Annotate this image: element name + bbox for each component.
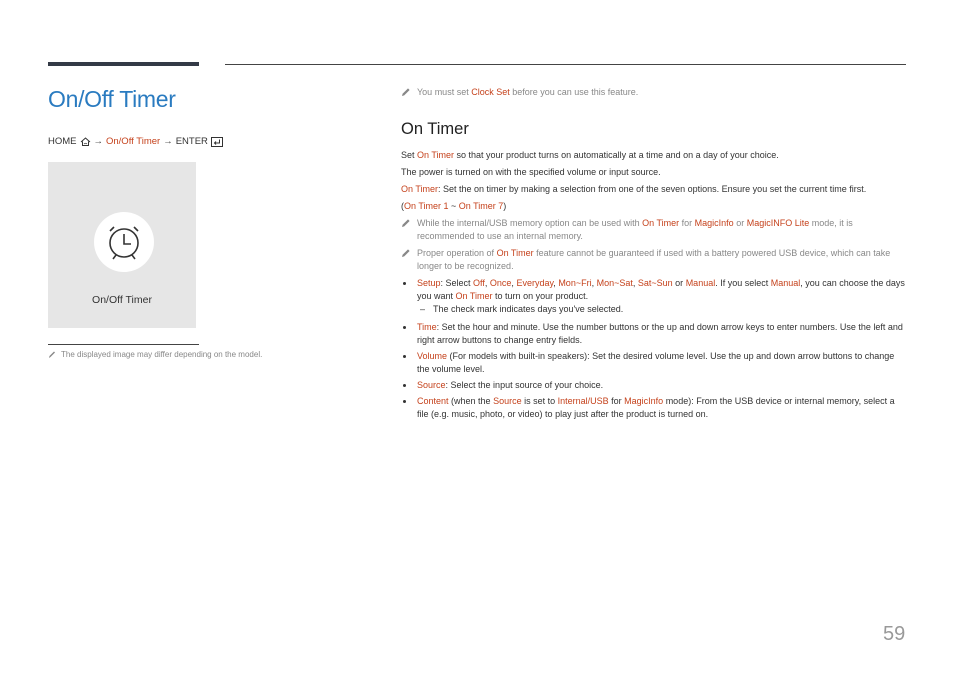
note: Proper operation of On Timer feature cannot be guaranteed if used with a battery powered USB device, which can take longer to be recognized. [401,247,906,273]
paragraph: The power is turned on with the specified volume or input source. [401,167,661,177]
note: While the internal/USB memory option can be used with On Timer for MagicInfo or MagicINFO Lite mode, it is recommended to use an internal memory. [401,217,906,243]
list-item: Source: Select the input source of your choice. [401,379,906,392]
paragraph: On Timer: Set the on timer by making a selection from one of the seven options. Ensure you set the current time first. [401,184,867,194]
section-body [401,149,906,424]
left-note [48,350,262,359]
image-caption: On/Off Timer [92,294,152,306]
breadcrumb [48,136,223,147]
breadcrumb-enter: ENTER [175,136,208,147]
top-note-text: You must set Clock Set before you can use this feature. [417,87,639,97]
home-icon [80,137,91,146]
pencil-icon [401,248,411,258]
list-item: Setup: Select Off, Once, Everyday, Mon~Fri, Mon~Sat, Sat~Sun or Manual. If you select Manual, you can choose the days you want On Timer to turn on your product. – The check mark indicates days you've selected. [401,277,906,316]
breadcrumb-arrow: → [93,136,103,147]
breadcrumb-item: On/Off Timer [106,136,161,147]
feature-image [48,162,196,328]
bullet-list [401,277,906,421]
paragraph: Set On Timer so that your product turns on automatically at a time and on a day of your choice. [401,150,779,160]
clock-circle [94,212,154,272]
dash-item: – The check mark indicates days you've selected. [417,303,906,316]
alarm-clock-icon [104,222,144,262]
header-rule [225,64,906,65]
page-title: On/Off Timer [48,86,176,112]
left-note-text: The displayed image may differ depending on the model. [61,350,263,359]
header-accent-bar [48,62,199,66]
list-item: Content (when the Source is set to Internal/USB for MagicInfo mode): From the USB device or internal memory, select a file (e.g. music, photo, or video) to play just after the product is turned on. [401,395,906,421]
list-item: Volume (For models with built-in speakers): Set the desired volume level. Use the up and down arrow buttons to change the volume level. [401,350,906,376]
page-number: 59 [883,623,906,645]
pencil-icon [401,218,411,228]
top-note [401,86,906,99]
top-note-block [401,86,906,99]
note-rule [48,344,199,345]
enter-icon [211,137,223,147]
breadcrumb-arrow: → [163,136,173,147]
section-title: On Timer [401,120,469,138]
pencil-icon [48,350,56,359]
pencil-icon [401,87,411,97]
breadcrumb-home: HOME [48,136,77,147]
paragraph: (On Timer 1 ~ On Timer 7) [401,201,507,211]
list-item: Time: Set the hour and minute. Use the number buttons or the up and down arrow keys to enter numbers. Use the left and right arrow buttons to change entry fields. [401,321,906,347]
